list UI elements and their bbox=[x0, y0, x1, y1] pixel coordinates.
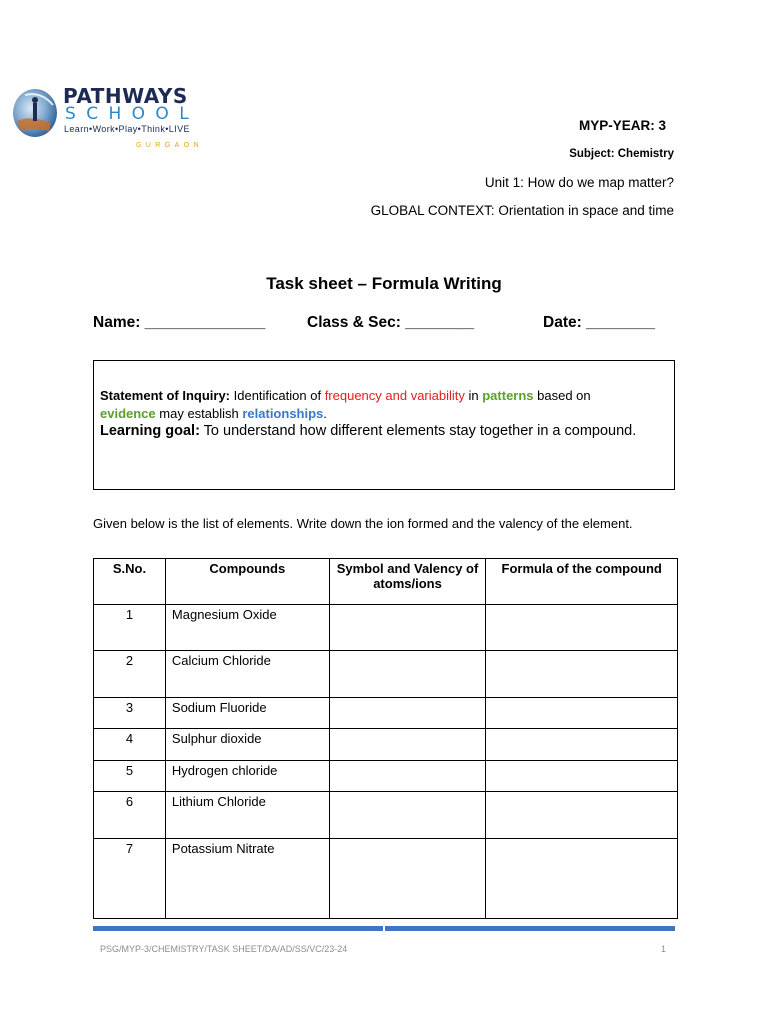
row-sno: 7 bbox=[94, 839, 166, 919]
row-sno: 2 bbox=[94, 651, 166, 698]
inquiry-text-1: Identification of bbox=[230, 388, 325, 403]
school-logo bbox=[10, 84, 220, 154]
table-header-row bbox=[94, 559, 678, 605]
row-symbol-cell[interactable] bbox=[329, 605, 486, 651]
inquiry-text-2: frequency and variability bbox=[324, 388, 465, 403]
row-formula-cell[interactable] bbox=[486, 651, 678, 698]
statement-of-inquiry-cont bbox=[100, 406, 327, 421]
page-number: 1 bbox=[661, 944, 667, 954]
row-formula-cell[interactable] bbox=[486, 761, 678, 792]
row-sno: 6 bbox=[94, 792, 166, 839]
header-sno: S.No. bbox=[94, 559, 166, 605]
global-context: GLOBAL CONTEXT: Orientation in space and time bbox=[370, 203, 674, 218]
logo-city: GURGAON bbox=[136, 142, 203, 149]
row-compound: Potassium Nitrate bbox=[165, 839, 329, 919]
table-row bbox=[94, 792, 678, 839]
date-field[interactable]: Date: ________ bbox=[543, 314, 656, 331]
globe-logo-icon bbox=[11, 87, 59, 139]
row-formula-cell[interactable] bbox=[486, 698, 678, 729]
learning-goal bbox=[100, 423, 660, 440]
row-sno: 1 bbox=[94, 605, 166, 651]
statement-of-inquiry bbox=[100, 388, 591, 403]
inquiry-text-5: based on bbox=[533, 388, 591, 403]
footer-divider bbox=[93, 926, 675, 931]
subject: Subject: Chemistry bbox=[569, 148, 674, 160]
footer-code: PSG/MYP-3/CHEMISTRY/TASK SHEET/DA/AD/SS/VC/23-24 bbox=[100, 944, 348, 954]
inquiry-label: Statement of Inquiry: bbox=[100, 388, 231, 403]
instructions: Given below is the list of elements. Write down the ion formed and the valency of the element. bbox=[93, 516, 633, 531]
row-sno: 4 bbox=[94, 729, 166, 761]
table-row bbox=[94, 698, 678, 729]
header-formula: Formula of the compound bbox=[486, 559, 678, 605]
row-symbol-cell[interactable] bbox=[329, 729, 486, 761]
table-row bbox=[94, 839, 678, 919]
inquiry-text-4: patterns bbox=[482, 388, 534, 403]
row-compound: Magnesium Oxide bbox=[165, 605, 329, 651]
row-symbol-cell[interactable] bbox=[329, 839, 486, 919]
inquiry-text-9: . bbox=[323, 406, 327, 421]
inquiry-text-7: may establish bbox=[155, 406, 243, 421]
row-compound: Hydrogen chloride bbox=[165, 761, 329, 792]
logo-tagline: Learn•Work•Play•Think•LIVE bbox=[64, 124, 190, 134]
row-compound: Sulphur dioxide bbox=[165, 729, 329, 761]
inquiry-text-3: in bbox=[464, 388, 483, 403]
table-row bbox=[94, 651, 678, 698]
inquiry-text-8: relationships bbox=[242, 406, 324, 421]
row-sno: 5 bbox=[94, 761, 166, 792]
myp-year: MYP-YEAR: 3 bbox=[578, 118, 666, 133]
row-compound: Lithium Chloride bbox=[165, 792, 329, 839]
unit-title: Unit 1: How do we map matter? bbox=[484, 175, 674, 190]
row-formula-cell[interactable] bbox=[486, 839, 678, 919]
row-formula-cell[interactable] bbox=[486, 605, 678, 651]
header-compounds: Compounds bbox=[165, 559, 329, 605]
row-symbol-cell[interactable] bbox=[329, 761, 486, 792]
logo-school: SCHOOL bbox=[65, 104, 200, 124]
table-row bbox=[94, 605, 678, 651]
row-compound: Sodium Fluoride bbox=[165, 698, 329, 729]
inquiry-text-6: evidence bbox=[100, 406, 156, 421]
compounds-table bbox=[93, 558, 678, 919]
row-symbol-cell[interactable] bbox=[329, 651, 486, 698]
logo-name: PATHWAYS bbox=[63, 84, 188, 108]
row-formula-cell[interactable] bbox=[486, 729, 678, 761]
inquiry-box bbox=[93, 360, 675, 490]
name-field[interactable]: Name: ______________ bbox=[93, 314, 266, 331]
table-row bbox=[94, 761, 678, 792]
row-sno: 3 bbox=[94, 698, 166, 729]
row-symbol-cell[interactable] bbox=[329, 792, 486, 839]
row-symbol-cell[interactable] bbox=[329, 698, 486, 729]
class-field[interactable]: Class & Sec: ________ bbox=[307, 314, 475, 331]
page-title: Task sheet – Formula Writing bbox=[266, 274, 502, 293]
row-compound: Calcium Chloride bbox=[165, 651, 329, 698]
header-symbol-valency: Symbol and Valency of atoms/ions bbox=[329, 559, 486, 605]
row-formula-cell[interactable] bbox=[486, 792, 678, 839]
table-row bbox=[94, 729, 678, 761]
learning-goal-text: To understand how different elements stay together in a compound. bbox=[199, 423, 637, 439]
learning-goal-label: Learning goal: bbox=[100, 423, 200, 439]
